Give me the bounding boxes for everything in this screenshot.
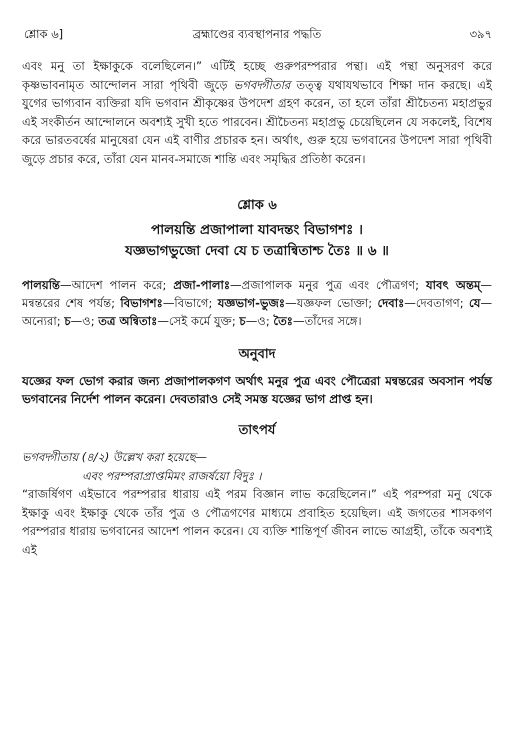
synonym-word: পালয়ন্তি <box>22 277 61 292</box>
synonym-word: দেবাঃ <box>377 295 405 310</box>
synonym-meaning: —সেই কর্মে যুক্ত; <box>157 314 240 329</box>
synonyms-paragraph <box>22 276 492 331</box>
header-verse-ref: শ্লোক ৬] <box>24 27 64 41</box>
translation-heading: অনুবাদ <box>238 346 276 362</box>
purport-intro: ভগবদ্গীতায় (৪/২) উল্লেখ করা হয়েছে— <box>22 449 207 464</box>
synonym-word: চ <box>239 314 246 329</box>
synonym-meaning: —ও; <box>245 314 274 329</box>
synonym-meaning: —যজ্ঞফল ভোক্তা; <box>285 295 378 310</box>
synonym-meaning: —তাঁদের সঙ্গে। <box>292 314 362 329</box>
purport-text: “রাজর্ষিগণ এইভাবে পরম্পরার ধারায় এই পরম বিজ্ঞান লাভ করেছিলেন।” এই পরম্পরা মনু থেকে ইক্ষাকু এবং ইক্ষাকু থেকে তাঁর পুত্র ও পৌত্রগণের মাধ্যমে প্রবাহিত হয়েছিল। এই জগতের শাসকগণ পরম্পরার ধারায় ভগবানের আদেশ পালন করেন। যে ব্যক্তি শান্তিপূর্ণ জীবন লাভে আগ্রহী, তাঁকে অবশ্যই এই <box>22 487 492 557</box>
synonym-meaning: —ও; <box>70 314 99 329</box>
intro-paragraph <box>22 57 492 169</box>
verse-line-2: যজ্ঞভাগভুজো দেবা যে চ তত্রান্বিতাশ্চ তৈঃ ॥ ৬ ॥ <box>125 242 389 259</box>
page-header <box>22 26 492 44</box>
synonym-meaning: —প্রজাপালক মনুর পুত্র এবং পৌত্রগণ; <box>230 277 426 292</box>
synonym-meaning: —বিভাগে; <box>162 295 218 310</box>
synonym-word: চ <box>64 314 71 329</box>
intro-italic-title: ভগবদ্গীতার <box>233 77 291 92</box>
synonym-meaning: —দেবতাগণ; <box>404 295 470 310</box>
translation-text: যজ্ঞের ফল ভোগ করার জন্য প্রজাপালকগণ অর্থাৎ মনুর পুত্র এবং পৌত্রেরা মন্বন্তরের অবসান পর্যন্ত ভগবানের নির্দেশ পালন করেন। দেবতারাও সেই সমস্ত যজ্ঞের ভাগ প্রাপ্ত হন। <box>22 373 492 407</box>
header-chapter-title: ব্রহ্মাণ্ডের ব্যবস্থাপনার পদ্ধতি <box>192 27 322 41</box>
synonym-word: যে <box>469 295 481 310</box>
sloka-heading: শ্লোক ৬ <box>237 197 277 213</box>
purport-quote: এবং পরম্পরাপ্রাপ্তমিমং রাজর্ষয়ো বিদুঃ । <box>82 468 262 483</box>
page <box>22 26 492 571</box>
synonym-word: তৈঃ <box>273 314 293 329</box>
intro-text-1: এবং মনু তা ইক্ষাকুকে বলেছিলেন।” এটিই হচ্ছে গুরুপরম্পরার পন্থা। এই পন্থা অনুসরণ করে কৃষ্ণভাবনামৃত আন্দোলন সারা পৃথিবী জুড়ে <box>22 59 492 92</box>
synonym-word: বিভাগশঃ <box>120 295 163 310</box>
synonym-meaning: —আদেশ পালন করে; <box>60 277 174 292</box>
purport-heading: তাৎপর্য <box>238 422 276 438</box>
intro-text-2: তত্ত্ব যথাযথভাবে শিক্ষা দান করছে। এই যুগের ভাগ্যবান ব্যক্তিরা যদি ভগবান শ্রীকৃষ্ণের উপদেশ গ্রহণ করেন, তা হলে তাঁরা শ্রীচৈতন্য মহাপ্রভুর এই সংকীর্তন আন্দোলনে অবশ্যই সুখী হতে পারবেন। শ্রীচৈতন্য মহাপ্রভু চেয়েছিলেন যে সকলেই, বিশেষ করে ভারতবর্ষের মানুষেরা যেন এই বাণীর প্রচারক হন। অর্থাৎ, গুরু হয়ে ভগবানের উপদেশ সারা পৃথিবী জুড়ে প্রচার করে, তাঁরা যেন মানব-সমাজে শান্তি এবং সমৃদ্ধির প্রতিষ্ঠা করেন। <box>22 77 493 166</box>
synonym-word: যজ্ঞভাগ-ভুজঃ <box>217 295 286 310</box>
page-number: ৩৯৭ <box>469 27 492 41</box>
synonym-meaning: —মন্বন্তরের শেষ পর্যন্ত; <box>22 277 492 310</box>
synonym-word: যাবৎ অন্তম্ <box>425 277 481 292</box>
verse-line-1: পালয়ন্তি প্রজাপালা যাবদন্তং বিভাগশঃ । <box>151 221 363 238</box>
synonym-meaning: —অন্যেরা; <box>22 295 493 329</box>
synonym-word: প্রজা-পালাঃ <box>173 277 231 292</box>
synonym-word: তত্র অন্বিতাঃ <box>98 314 158 329</box>
